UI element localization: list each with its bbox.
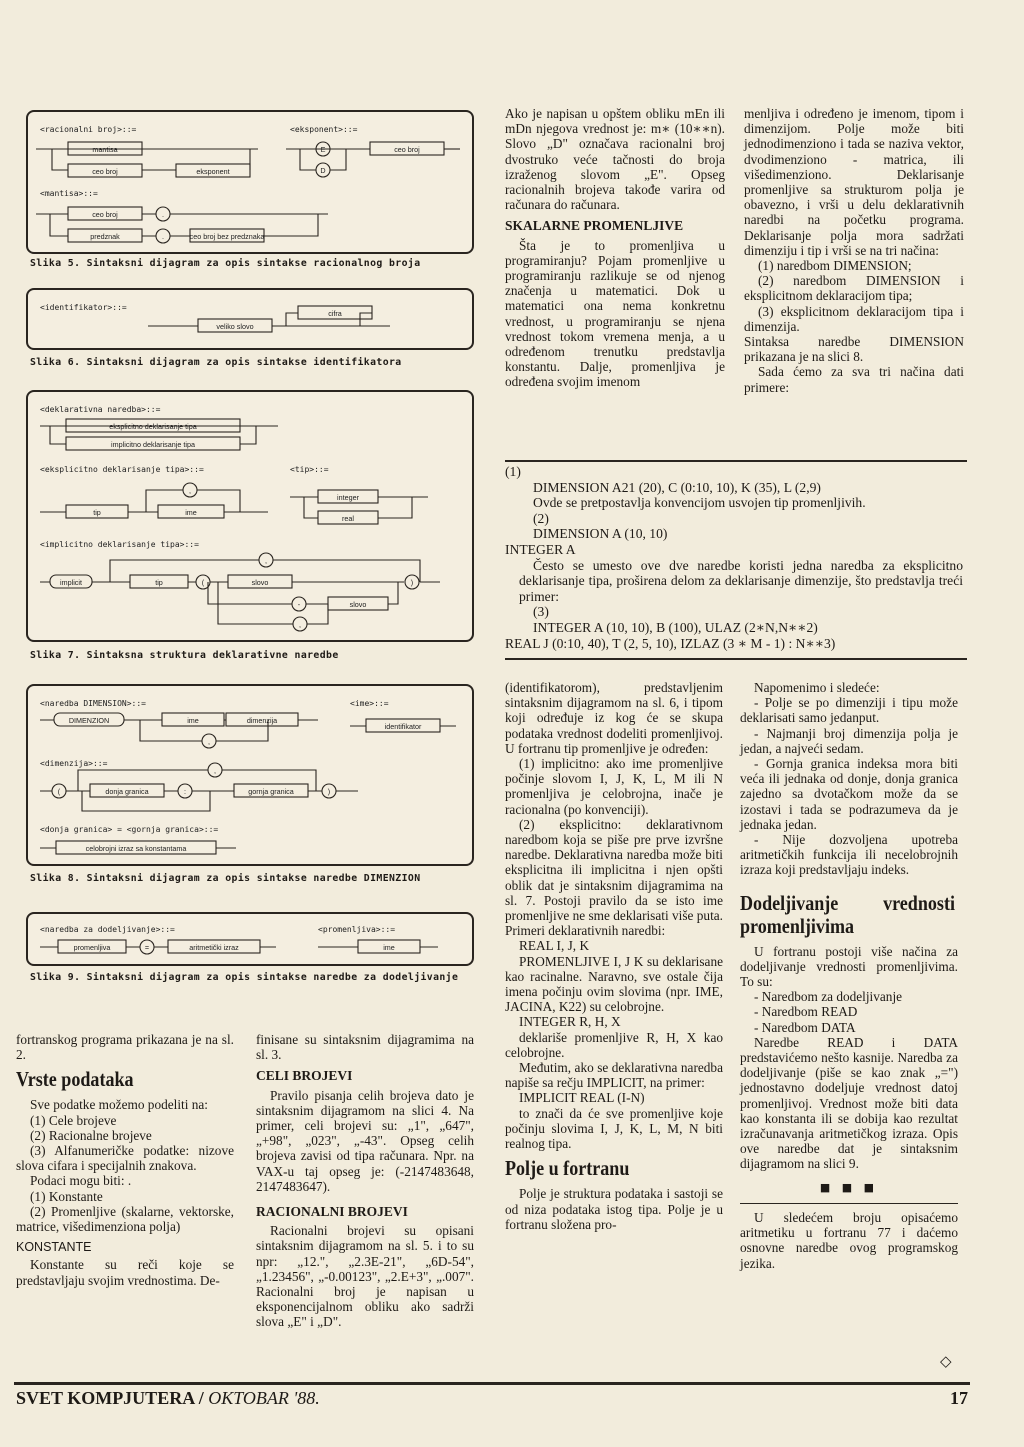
- fig8-dimenzija: dimenzija: [246, 716, 278, 725]
- fig6-id-label: <identifikator>::=: [40, 303, 127, 312]
- fig8-comma: ,: [208, 737, 210, 746]
- paragraph: Polje je struktura podataka i sastoji se od niza podataka istog tipa. Polje je u fortranu složena pro-: [505, 1186, 723, 1232]
- example-number: (1): [505, 464, 521, 479]
- paragraph: Naredbe READ i DATA predstavićemo nešto kasnije. Naredba za dodeljivanje (piše se kao znak „=") jednostavno dodeljuje vrednost datoj promenljivoj. Vrednost može biti data kao konstanta ili se dobija kao rezultat izračunavanja aritmetičkog izraza. Opis ove naredbe dat je sintaksnim dijagramom na slici 9.: [740, 1034, 958, 1172]
- list-item: - Naredbom za dodeljivanje: [754, 989, 903, 1005]
- figure-7-diagram: [28, 392, 472, 640]
- fig6-caption: Slika 6. Sintaksni dijagram za opis sintakse identifikatora: [30, 357, 402, 368]
- code-line: DIMENSION A (10, 10): [533, 526, 668, 542]
- figure-9-frame: [26, 912, 474, 966]
- paragraph: U sledećem broju opisaćemo aritmetiku u fortranu 77 i daćemo osnovne naredbe ovog programskog jezika.: [740, 1209, 958, 1271]
- fig7-slovo2: slovo: [349, 600, 367, 609]
- fig8-ime-label: <ime>::=: [350, 699, 389, 708]
- fig9-caption: Slika 9. Sintaksni dijagram za opis sintakse naredbe za dodeljivanje: [30, 972, 459, 983]
- section-heading: Polje u fortranu: [505, 1156, 630, 1181]
- fig7-comma3: ,: [299, 620, 301, 629]
- list-item: - Naredbom DATA: [754, 1019, 856, 1035]
- code-line: INTEGER A: [505, 541, 576, 557]
- example-number: (3): [533, 604, 549, 620]
- figure-7-frame: [26, 390, 474, 642]
- column-right-2: [744, 106, 964, 395]
- figure-6-frame: [26, 288, 474, 350]
- column-right-1: [505, 106, 725, 390]
- fig9-aritm: aritmetički izraz: [189, 943, 239, 952]
- fig8-celobrojni: celobrojni izraz sa konstantama: [85, 844, 187, 853]
- divider: [505, 658, 967, 660]
- paragraph: Podaci mogu biti: .: [30, 1173, 132, 1189]
- code-line: INTEGER A (10, 10), B (100), ULAZ (2∗N,N∗∗2): [533, 619, 818, 635]
- text-line: Često se umesto ove dve naredbe koristi jedna naredba za eksplicitno deklarisanje tipa, proširena delom za deklarisanje dimenzije, što predstavlja treći primer:: [519, 557, 963, 604]
- fig5-predznak: predznak: [90, 232, 120, 241]
- fig7-tip: tip: [93, 508, 101, 517]
- fig5-rac-label: <racionalni broj>::=: [40, 125, 137, 134]
- fig5-ceo-broj: ceo broj: [92, 167, 118, 176]
- fig8-gornja: gornja granica: [248, 787, 294, 796]
- fig8-comma2: ,: [214, 766, 216, 775]
- fig7-integer: integer: [337, 493, 359, 502]
- paragraph: Racionalni brojevi su opisani sintaksnim dijagramom na sl. 5. i to su npr: „12.", „2.3E-21", „6D-54", „1.23456", „-0.00123", „2.E+3", „.007". Racionalni broj je napisan u eksponencijalnom obliku ako sadrži slova „E" i „D".: [256, 1223, 474, 1330]
- fig5-mant-label: <mantisa>::=: [40, 189, 98, 198]
- fig5-eks-label: <eksponent>::=: [290, 125, 358, 134]
- paragraph: finisane su sintaksnim dijagramima na sl. 3.: [256, 1032, 474, 1063]
- list-item: (2) Racionalne brojeve: [30, 1127, 152, 1143]
- paragraph: - Polje se po dimenziji i tipu može deklarisati samo jedanput.: [740, 695, 958, 726]
- fig7-rparen: ): [410, 578, 414, 587]
- fig7-real: real: [342, 514, 354, 523]
- section-heading: Dodeljivanje vrednosti promenljivima: [740, 890, 955, 938]
- fig7-impl-label: <implicitno deklarisanje tipa>::=: [40, 540, 199, 549]
- fig5-D: D: [320, 166, 326, 175]
- code-line: DIMENSION A21 (20), C (0:10, 10), K (35), L (2,9): [533, 479, 821, 495]
- code-line: IMPLICIT REAL (I-N): [519, 1090, 645, 1106]
- list-item: (1) Konstante: [30, 1188, 103, 1204]
- example-number: (2): [533, 510, 549, 526]
- fig8-colon: :: [184, 787, 186, 796]
- fig8-dimz-label: <dimenzija>::=: [40, 759, 108, 768]
- paragraph: menljiva i određeno je imenom, tipom i dimenzijom. Polje može biti jednodimenziono i tada se naziva vektor, dvodimenziono - matrica, ili višedimenziono. Deklarisanje promenljive sa strukturom polja je obavezno, i vrši u delu deklarativnih naredbi na početku programa. Deklarisanje polja mora sadržati dimenziju i tip i vrši se na tri načina:: [744, 106, 964, 258]
- fig5-E: E: [320, 145, 326, 154]
- footer: [16, 1388, 968, 1414]
- paragraph: (3) eksplicitnom deklaracijom tipa i dimenzija.: [744, 303, 964, 334]
- fig7-tip-label: <tip>::=: [290, 465, 329, 474]
- section-separator: ■ ■ ■: [819, 1180, 879, 1194]
- section-heading: Vrste podataka: [16, 1067, 134, 1092]
- fig8-identifikator: identifikator: [384, 722, 422, 731]
- figure-5-diagram: [28, 112, 472, 252]
- paragraph: Sintaksa naredbe DIMENSION prikazana je na slici 8.: [744, 334, 964, 365]
- fig5-mantisa: mantisa: [92, 145, 118, 154]
- divider: [740, 1203, 958, 1204]
- paragraph: Sada ćemo za sva tri načina dati primere:: [744, 364, 964, 395]
- section-heading: RACIONALNI BROJEVI: [256, 1204, 408, 1220]
- fig7-eksp-tipa: eksplicitno deklarisanje tipa: [109, 422, 197, 431]
- figure-8-diagram: [28, 686, 472, 864]
- paragraph: (1) naredbom DIMENSION;: [758, 258, 912, 274]
- paragraph: U fortranu postoji više načina za dodeljivanje vrednosti promenljivima. To su:: [740, 943, 958, 990]
- fig9-nar-label: <naredba za dodeljivanje>::=: [40, 925, 175, 934]
- figure-5-frame: [26, 110, 474, 254]
- fig5-eksponent: eksponent: [196, 167, 230, 176]
- paragraph: (2) eksplicitno: deklarativnom naredbom koja se piše pre prve izvršne naredbe. Deklarativna naredba može biti eksplicitna ili implicitna i njen opšti oblik dat je sintaksnim dijagramima na sl. 7. Postoji pravilo da se isto ime promenljive ne sme deklarisati više puta. Primeri deklarativnih naredbi:: [505, 816, 723, 939]
- section-heading: CELI BROJEVI: [256, 1068, 353, 1084]
- code-line: INTEGER R, H, X: [519, 1014, 621, 1030]
- fig7-comma2: ,: [265, 556, 267, 565]
- fig8-lparen: (: [57, 787, 61, 796]
- paragraph: PROMENLJIVE I, J K su deklarisane kao racinalne. Naravno, sve ostale čija imena počinju ovim slovima (npr. IME, JACINA, K22) su celobrojne.: [505, 953, 723, 1015]
- fig9-ime: ime: [383, 943, 395, 952]
- fig8-ime: ime: [187, 716, 199, 725]
- fig7-lparen: (: [201, 578, 205, 587]
- fig5-caption: Slika 5. Sintaksni dijagram za opis sintakse racionalnog broja: [30, 258, 421, 269]
- fig7-impl-tipa: implicitno deklarisanje tipa: [111, 440, 195, 449]
- fig8-dimenzion: DIMENZION: [68, 716, 110, 725]
- fig7-dash: -: [297, 600, 301, 609]
- paragraph: (1) implicitno: ako ime promenljive počinje slovom I, J, K, L, M ili N promenljiva je celobrojna, inače je racionalna (po konvenciji).: [505, 756, 723, 817]
- end-mark-icon: ◇: [940, 1352, 952, 1370]
- list-item: - Naredbom READ: [754, 1004, 858, 1020]
- fig5-dot: .: [162, 210, 164, 219]
- paragraph: deklariše promenljive R, H, X kao celobrojne.: [505, 1029, 723, 1060]
- figure-8-frame: [26, 684, 474, 866]
- fig6-cifra: cifra: [328, 309, 342, 318]
- fig8-rparen: ): [327, 787, 331, 796]
- figure-6-diagram: [28, 290, 472, 348]
- list-item: (1) Cele brojeve: [30, 1112, 117, 1128]
- fig9-prom-label: <promenljiva>::=: [318, 925, 396, 934]
- fig9-eq: =: [144, 943, 150, 952]
- page-number: 17: [950, 1388, 968, 1408]
- paragraph: - Najmanji broj dimenzija polja je jedan, a najveći sedam.: [740, 725, 958, 756]
- paragraph: Pravilo pisanja celih brojeva dato je sintaksnim dijagramom na slici 4. Na primer, celi brojevi su: „1", „647", „+98", „023", „-43". Opseg celih brojeva zavisi od tipa računara. Npr. na VAX-u taj opseg je: (-2147483648, 2147483647).: [256, 1087, 474, 1194]
- section-heading: SKALARNE PROMENLJIVE: [505, 218, 684, 234]
- code-line: REAL J (0:10, 40), T (2, 5, 10), IZLAZ (3 ∗ M - 1) : N∗∗3): [505, 635, 836, 651]
- paragraph: (identifikatorom), predstavljenim sintaksnim dijagramom na sl. 6, i tipom koji određuje iz kog će se skupa podataka vrednost dodeliti promenljivoj. U fortranu tip promenljive je određen:: [505, 680, 723, 756]
- text-line: Ovde se pretpostavlja konvencijom usvojen tip promenljivih.: [533, 495, 866, 511]
- figure-9-diagram: [28, 914, 472, 964]
- paragraph: fortranskog programa prikazana je na sl. 2.: [16, 1032, 234, 1063]
- fig5-ceo-bez: ceo broj bez predznaka: [189, 232, 265, 241]
- fig7-dekl-label: <deklarativna naredba>::=: [40, 405, 161, 414]
- fig5-dot2: .: [162, 232, 164, 241]
- fig7-implicit: implicit: [60, 578, 82, 587]
- fig7-eksp-label: <eksplicitno deklarisanje tipa>::=: [40, 465, 204, 474]
- paragraph: Ako je napisan u opštem obliku mEn ili mDn njegova vrednost je: m∗ (10∗∗n). Slovo „D" označava racionalni broj dvostruko veće tačnosti do broja izraženog slovom „E". Opseg racionalnih brojeva takođe varira od računara do računara.: [505, 106, 725, 213]
- column-left: [16, 1032, 234, 1288]
- paragraph: - Nije dozvoljena upotreba aritmetičkih funkcija ili necelobrojnih izraza koji predstavljaju indeks.: [740, 832, 958, 878]
- footer-slash: /: [198, 1388, 204, 1408]
- fig8-nar-label: <naredba DIMENSION>::=: [40, 699, 146, 708]
- column-right-3: [740, 680, 958, 1271]
- paragraph: Međutim, ako se deklarativna naredba napiše sa rečju IMPLICIT, na primer:: [505, 1060, 723, 1091]
- fig7-comma: ,: [189, 486, 191, 495]
- paragraph: Konstante su reči koje se predstavljaju svojim vrednostima. De-: [16, 1257, 234, 1288]
- fig8-gran-label: <donja granica> = <gornja granica>::=: [40, 825, 219, 834]
- list-item: (2) Promenljive (skalarne, vektorske, matrice, višedimenziona polja): [16, 1203, 234, 1235]
- fig5-ceo-broj3: ceo broj: [92, 210, 118, 219]
- dimension-examples: [505, 464, 963, 651]
- paragraph: Napomenimo i sledeće:: [754, 680, 880, 695]
- footer-rule: [14, 1382, 970, 1385]
- divider: [505, 460, 967, 462]
- code-line: REAL I, J, K: [519, 938, 590, 954]
- fig5-ceo-broj2: ceo broj: [394, 145, 420, 154]
- issue-date: OKTOBAR '88.: [208, 1388, 320, 1408]
- paragraph: - Gornja granica indeksa mora biti veća ili jednaka od donje, donja granica zajedno sa dvotačkom može da se izostavi i tada se podrazumeva da je jednaka jedan.: [740, 756, 958, 832]
- fig8-donja: donja granica: [105, 787, 149, 796]
- fig9-promenljiva: promenljiva: [73, 943, 111, 952]
- fig7-tip2: tip: [155, 578, 163, 587]
- column-middle: [256, 1032, 474, 1330]
- fig8-caption: Slika 8. Sintaksni dijagram za opis sintakse naredbe DIMENZION: [30, 873, 421, 884]
- paragraph: (2) naredbom DIMENSION i eksplicitnom deklaracijom tipa;: [744, 273, 964, 304]
- fig7-caption: Slika 7. Sintaksna struktura deklarativne naredbe: [30, 650, 339, 661]
- list-item: (3) Alfanumeričke podatke: nizove slova cifara i specijalnih znakova.: [16, 1143, 234, 1174]
- section-heading: KONSTANTE: [16, 1240, 92, 1255]
- paragraph: Šta je to promenljiva u programiranju? Pojam promenljive u programiranju razlikuje se od njenog značenja u matematici. Dok u matematici ona nema konkretnu vrednost, u programiranju se njena vrednost tokom vremena menja, a u određenom trenutku predstavlja konstantu. Dalje, promenljiva je određena svojim imenom: [505, 237, 725, 390]
- paragraph: to znači da će sve promenljive koje počinju slovima I, J, K, L, M, N biti realnog tipa.: [505, 1105, 723, 1152]
- column-mid-right: [505, 680, 723, 1232]
- magazine-name: SVET KOMPJUTERA: [16, 1388, 195, 1408]
- fig6-veliko-slovo: veliko slovo: [216, 322, 254, 331]
- fig7-slovo: slovo: [251, 578, 269, 587]
- fig7-ime: ime: [185, 508, 197, 517]
- paragraph: Sve podatke možemo podeliti na:: [30, 1097, 208, 1113]
